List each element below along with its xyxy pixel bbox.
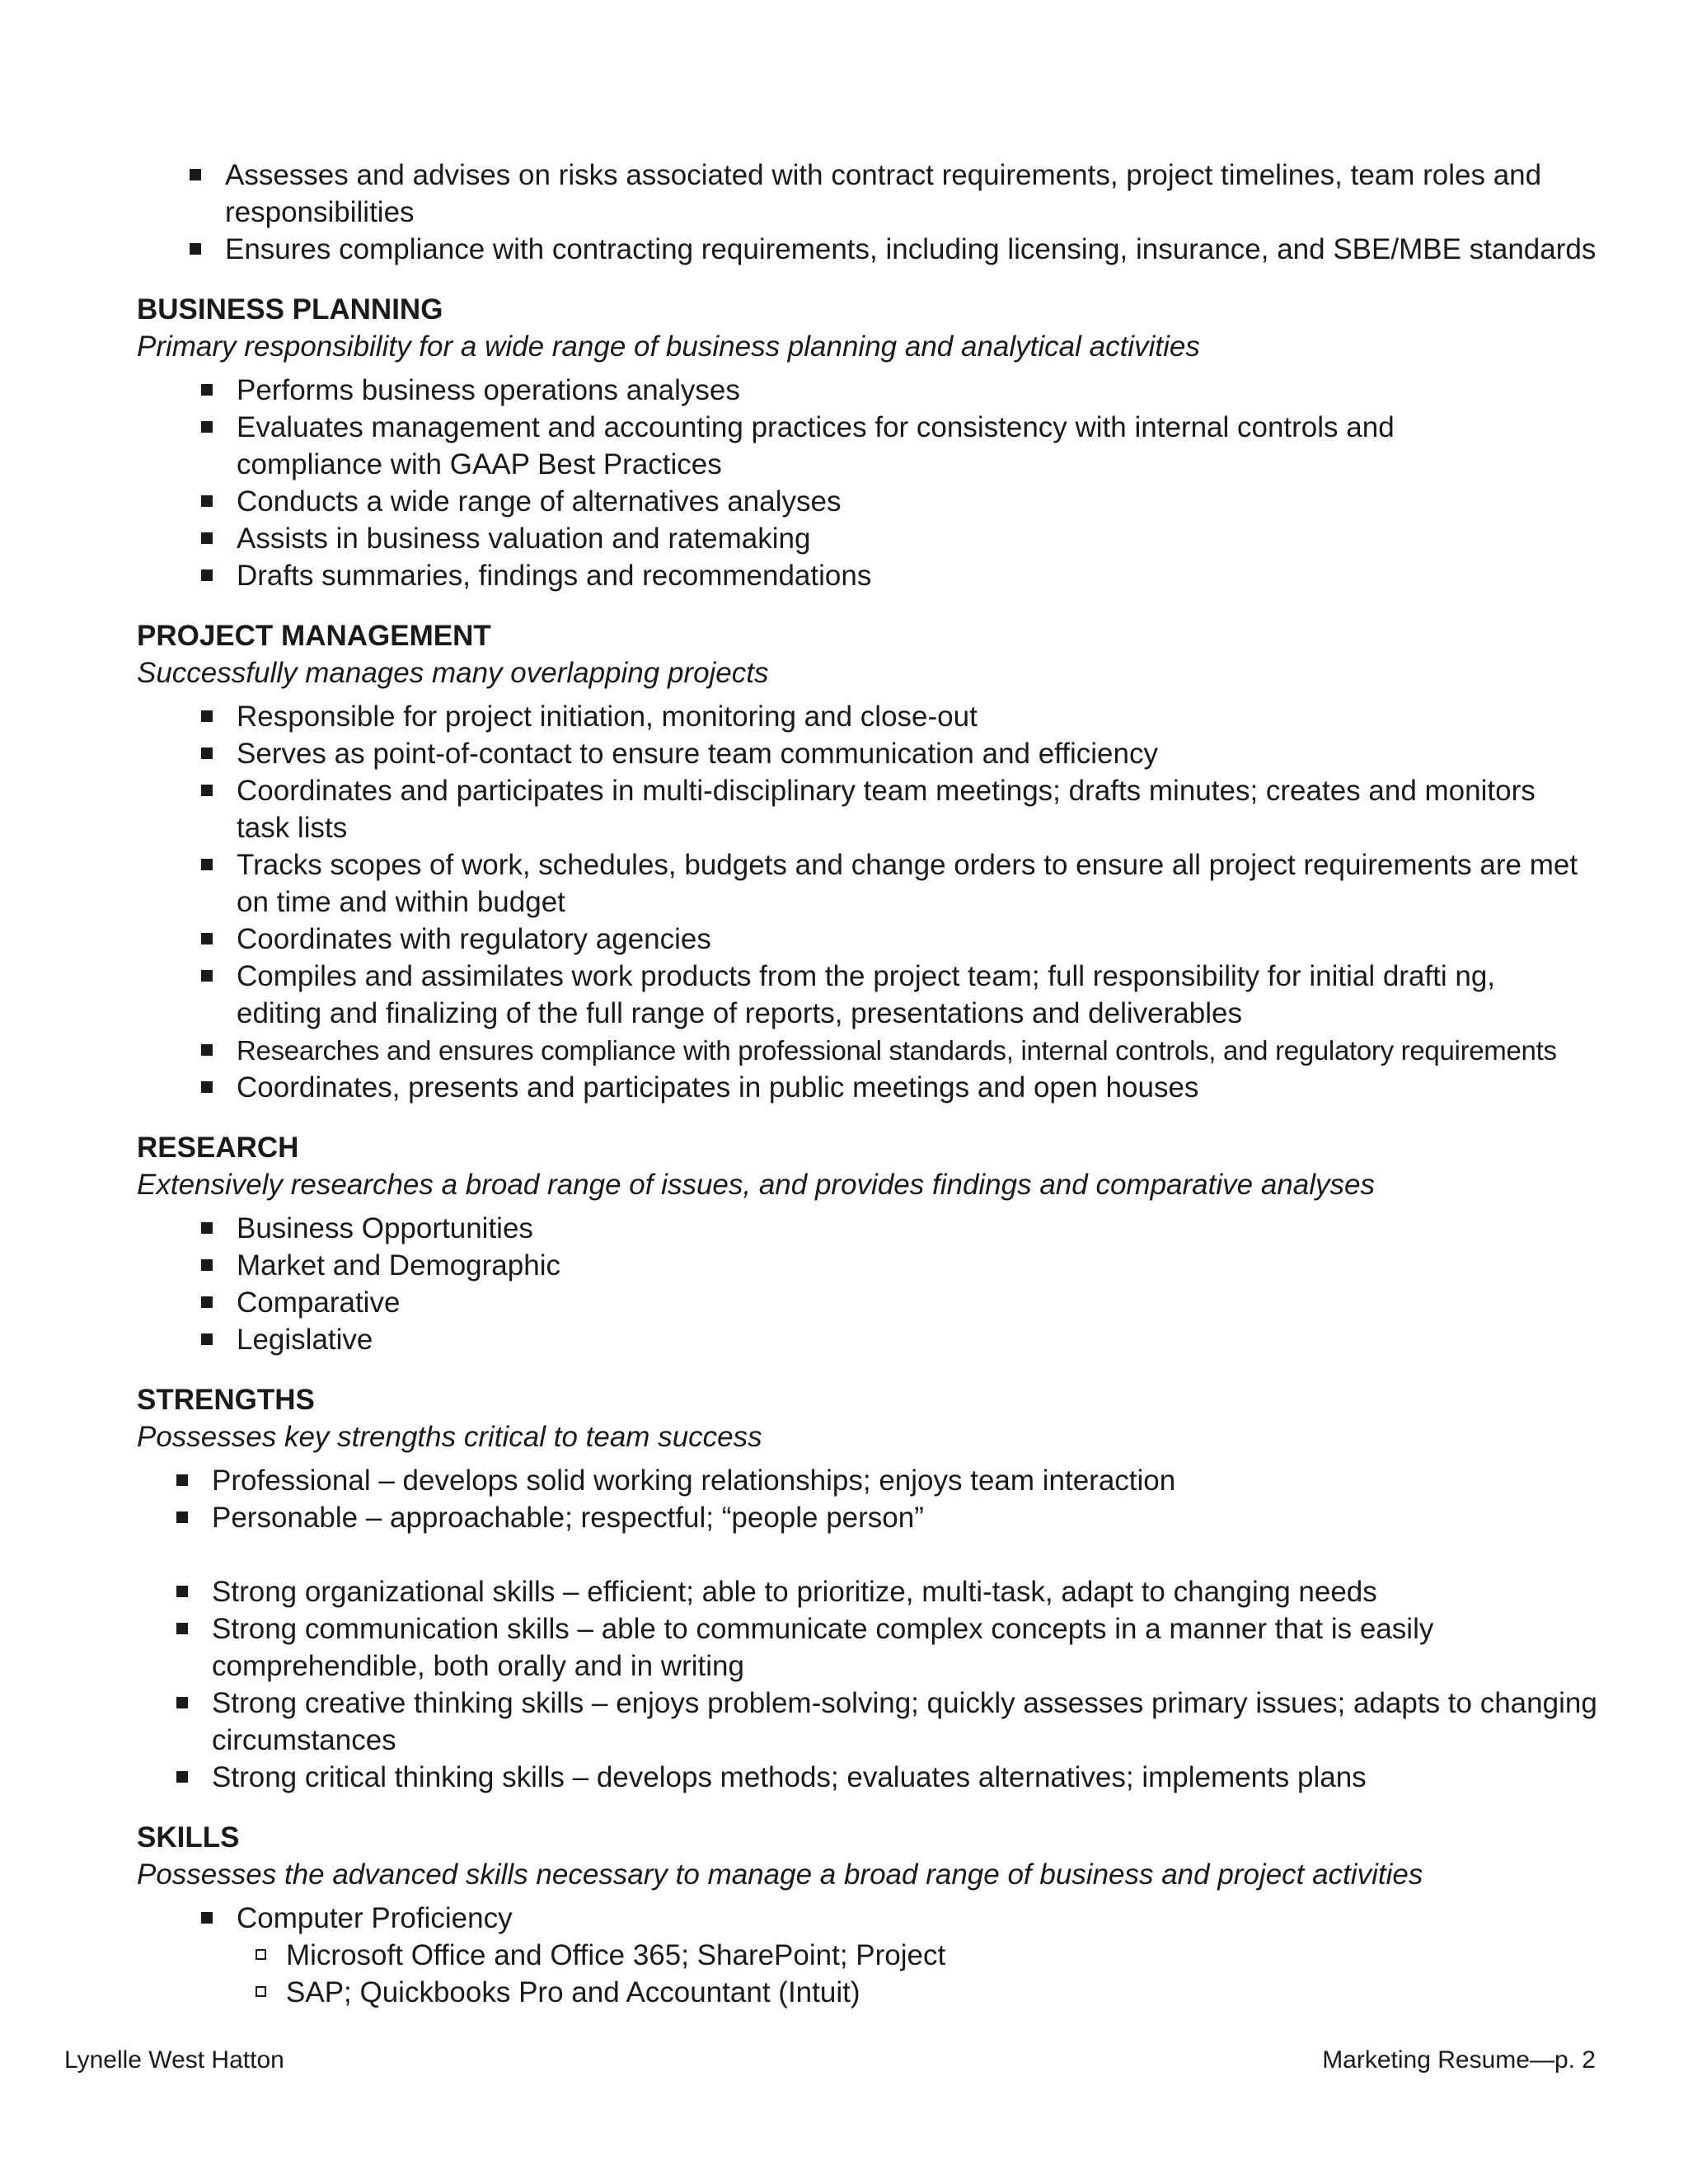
square-bullet-icon [190,243,201,255]
square-bullet-icon [176,1771,188,1783]
list-item: Market and Demographic [137,1247,1620,1284]
square-bullet-icon [201,933,213,944]
list-item: Evaluates management and accounting practices for consistency with internal controls and compliance with GAAP Best Practices [137,409,1522,483]
square-bullet-icon [201,1044,213,1056]
section-heading: SKILLS [137,1821,240,1854]
list-item: Assesses and advises on risks associated with contract requirements, project timelines, team roles and responsibilities [137,157,1593,231]
section-subtitle: Extensively researches a broad range of issues, and provides findings and comparative analyses [137,1169,1375,1201]
square-bullet-icon [201,1081,213,1093]
list-item: Coordinates with regulatory agencies [137,921,1620,958]
list-item: Business Opportunities [137,1210,1620,1247]
square-bullet-icon [201,384,213,396]
section-heading: STRENGTHS [137,1384,315,1416]
section-subtitle: Successfully manages many overlapping projects [137,657,769,689]
section-subtitle: Possesses the advanced skills necessary to manage a broad range of business and project activities [137,1858,1423,1891]
section-heading: PROJECT MANAGEMENT [137,620,491,652]
section-heading: RESEARCH [137,1132,299,1164]
list-item: Researches and ensures compliance with professional standards, internal controls, and regulatory requirements [137,1032,1620,1069]
list-item: Performs business operations analyses [137,372,1620,409]
list-item: Conducts a wide range of alternatives analyses [137,483,1620,520]
square-bullet-icon [201,785,213,796]
square-bullet-icon [201,495,213,507]
square-bullet-icon [201,1333,213,1345]
list-item: Comparative [137,1284,1620,1321]
hollow-square-bullet-icon [256,1949,266,1960]
square-bullet-icon [201,532,213,544]
intro-list [137,157,1620,268]
skills-list [137,1900,1620,1937]
footer-page-label: Marketing Resume—p. 2 [1322,2046,1596,2074]
list-item: Coordinates and participates in multi-disciplinary team meetings; drafts minutes; creates and monitors task lists [137,772,1539,846]
strengths-section [137,1381,1620,1796]
square-bullet-icon [201,748,213,759]
square-bullet-icon [190,169,201,180]
list-item: Computer Proficiency [137,1900,1620,1937]
footer-name: Lynelle West Hatton [64,2046,284,2074]
list-item: Strong critical thinking skills – develops methods; evaluates alternatives; implements plans [137,1759,1620,1796]
list-item: Microsoft Office and Office 365; SharePoint; Project [137,1937,1620,1974]
resume-content [137,157,1620,2011]
square-bullet-icon [201,1222,213,1234]
project-management-list [137,698,1620,1106]
list-item: Strong organizational skills – efficient; able to prioritize, multi-task, adapt to changing needs [137,1573,1620,1610]
list-item: Tracks scopes of work, schedules, budgets and change orders to ensure all project requirements are met on time and within budget [137,846,1588,921]
square-bullet-icon [176,1623,188,1634]
section-subtitle: Primary responsibility for a wide range of business planning and analytical activities [137,330,1200,363]
section-subtitle: Possesses key strengths critical to team success [137,1421,762,1453]
skills-section [137,1819,1620,2011]
list-item: Responsible for project initiation, monitoring and close-out [137,698,1620,735]
list-item: Professional – develops solid working relationships; enjoys team interaction [137,1462,1620,1499]
list-item: Assists in business valuation and ratemaking [137,520,1620,557]
list-item: Legislative [137,1321,1620,1358]
research-section [137,1129,1620,1358]
square-bullet-icon [176,1511,188,1523]
list-item: Personable – approachable; respectful; “people person” [137,1499,1620,1536]
square-bullet-icon [201,1296,213,1308]
square-bullet-icon [201,710,213,722]
section-heading: BUSINESS PLANNING [137,293,443,326]
square-bullet-icon [176,1697,188,1708]
list-item: Drafts summaries, findings and recommendations [137,557,1620,594]
business-planning-section [137,291,1620,594]
skills-sub-list [137,1937,1620,2011]
business-planning-list [137,372,1620,594]
square-bullet-icon [201,1912,213,1924]
square-bullet-icon [176,1586,188,1597]
hollow-square-bullet-icon [256,1986,266,1997]
list-item: Strong communication skills – able to communicate complex concepts in a manner that is easily comprehendible, both orally and in writing [137,1610,1481,1685]
list-item: Compiles and assimilates work products from the project team; full responsibility for initial drafti ng, editing and finalizing of the full range of reports, presentations and deliverables [137,958,1572,1032]
square-bullet-icon [201,569,213,581]
list-item: Serves as point-of-contact to ensure team communication and efficiency [137,735,1620,772]
strengths-list [137,1462,1620,1536]
strengths-list-continued [137,1573,1620,1796]
list-item: SAP; Quickbooks Pro and Accountant (Intuit) [137,1974,1620,2011]
square-bullet-icon [201,421,213,433]
research-list [137,1210,1620,1358]
list-item: Ensures compliance with contracting requirements, including licensing, insurance, and SBE/MBE standards [137,231,1620,268]
square-bullet-icon [176,1474,188,1486]
square-bullet-icon [201,970,213,982]
list-item: Coordinates, presents and participates in public meetings and open houses [137,1069,1620,1106]
list-item: Strong creative thinking skills – enjoys problem-solving; quickly assesses primary issues; adapts to changing circumstances [137,1685,1613,1759]
project-management-section [137,617,1620,1106]
square-bullet-icon [201,859,213,870]
square-bullet-icon [201,1259,213,1271]
